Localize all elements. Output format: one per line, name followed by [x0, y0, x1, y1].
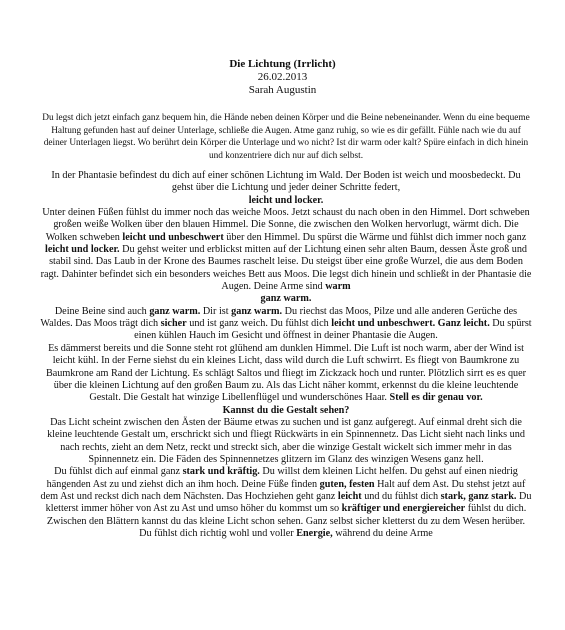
text: Du spürst einen kühlen Hauch im Gesicht und öffnest in deiner Phantasie die Augen.	[134, 318, 532, 342]
text: Dir ist	[200, 305, 232, 317]
emphasis: Kannst du die Gestalt sehen?	[222, 404, 350, 416]
text: fühlst du dich.	[465, 503, 527, 515]
text: Unter deinen Füßen fühlst du immer noch das weiche Moos. Jetzt schaust du nach oben in den Himmel. Dort schweben großen weiße Wolken über den blauen Himmel. Die Sonne, die zwischen den Wolken hervorlugt, wärmt dich. Die Wolken schweben	[42, 207, 530, 243]
text: Halt auf dem Ast. Du stehst jetzt auf dem Ast und reckst dich nach dem Nächsten. Das Hochziehen geht ganz	[40, 478, 526, 502]
document-author: Sarah Augustin	[248, 84, 317, 96]
text: Deine Beine sind auch	[54, 305, 150, 317]
document-header	[0, 58, 565, 97]
paragraph-5	[40, 417, 532, 466]
emphasis: warm	[325, 281, 351, 293]
emphasis: ganz warm.	[149, 305, 201, 317]
text: Zwischen den Blättern kannst du das kleine Licht schon sehen. Ganz selbst sicher kletterst du zu dem Wesen herüber. Du fühlst dich richtig wohl und voller	[46, 515, 526, 539]
text: Du kletterst immer höher von Ast zu Ast und umso höher du kommst um so	[45, 490, 532, 515]
emphasis: kräftiger und energiereicher	[341, 503, 466, 515]
paragraph-2	[40, 207, 532, 306]
text: In der Phantasie befindest du dich auf einer schönen Lichtung im Wald. Der Boden ist weich und moosbedeckt. Du gehst über die Lichtung und jeder deiner Schritte federt,	[51, 170, 521, 194]
emphasis: stark, ganz stark.	[440, 490, 517, 502]
emphasis: Stell es dir genau vor.	[389, 392, 483, 404]
paragraph-7	[40, 516, 532, 541]
paragraph-1	[40, 170, 532, 207]
document-date: 26.02.2013	[257, 71, 308, 83]
emphasis: leicht	[337, 490, 362, 502]
emphasis: leicht und unbeschwert. Ganz leicht.	[331, 318, 490, 330]
text: und du fühlst dich	[361, 490, 441, 502]
text: Du fühlst dich auf einmal ganz	[54, 466, 183, 478]
text: Du willst dem kleinen Licht helfen. Du gehst auf einen niedrig hängenden Ast zu und ziehst dich an ihm hoch. Deine Füße finden	[46, 466, 518, 490]
intro-paragraph: Du legst dich jetzt einfach ganz bequem hin, die Hände neben deinen Körper und die Beine nebeneinander. Wenn du eine bequeme Haltung gefunden hast auf deiner Unterlage, schließe die Augen. Atme ganz ruhig, so wie es dir gefällt. Fühle nach wie du auf deiner Unterlagen liegst. Wo berührt dein Körper die Unterlage und wo nicht? Ist dir warm oder kalt? Spüre einfach in dich hinein und konzentriere dich nur auf dich selbst.	[42, 113, 530, 161]
story-body	[40, 170, 532, 540]
emphasis: leicht und locker.	[248, 194, 324, 206]
paragraph-6	[40, 466, 532, 515]
emphasis: stark und kräftig.	[182, 466, 260, 478]
emphasis: sicher	[160, 318, 187, 330]
emphasis: guten, festen	[319, 478, 375, 490]
emphasis: Energie,	[296, 527, 333, 539]
text: Du riechst das Moos, Pilze und alle anderen Gerüche des Waldes. Das Moos trägt dich	[40, 305, 518, 330]
document-title: Die Lichtung (Irrlicht)	[229, 58, 336, 70]
emphasis: ganz warm.	[231, 305, 283, 317]
text: und ist ganz weich. Du fühlst dich	[186, 318, 332, 330]
text: während du deine Arme	[332, 527, 433, 539]
emphasis: ganz warm.	[260, 293, 312, 305]
emphasis: leicht und unbeschwert	[122, 231, 224, 243]
emphasis: leicht und locker.	[44, 244, 120, 256]
paragraph-3	[40, 306, 532, 343]
paragraph-4	[40, 343, 532, 417]
text: Das Licht scheint zwischen den Ästen der Bäume etwas zu suchen und ist ganz aufgeregt. Auf einmal dreht sich die kleine leuchtende Gestalt um, erschrickt sich und fliegt Rückwärts in ein Spinnennetz. Das Licht sieht nach links und nach rechts, zieht an dem Netz, reckt und streckt sich, aber die winzige Gestalt wickelt sich immer mehr in das Spinnennetz ein. Die Fäden des Spinnennetzes glitzern im Glanz des winzigen Wesens ganz hell.	[47, 416, 525, 465]
text: Es dämmerst bereits und die Sonne steht rot glühend am dunklen Himmel. Die Luft ist noch warm, aber der Wind ist leicht kühl. In der Ferne siehst du ein kleines Licht, dass wild durch die Luft schwirrt. Es fliegt von Baumkrone zu Baumkrone am Rand der Lichtung. Es schlägt Saltos und fliegt im Zickzack hoch und runter. Plötzlich sirrt es es quer über die kleinen Lichtung auf den großen Baum zu. Als das Licht näher kommt, erkennst du die kleine leuchtende Gestalt. Die Gestalt hat winzige Libellenflügel und wunderschönes Haar.	[45, 342, 527, 404]
text: über den Himmel. Du spürst die Wärme und fühlst dich immer noch ganz	[223, 231, 527, 243]
text: Du gehst weiter und erblickst mitten auf der Lichtung einen sehr alten Baum, dessen Äste groß und stabil sind. Das Laub in der Krone des Baumes raschelt leise. Du steigst über eine große Wurzel, die aus dem Boden ragt. Dahinter befindet sich ein besonders weiches Bett aus Moos. Die legst dich hinein und schließt in der Phantasie die Augen. Deine Arme sind	[40, 244, 532, 293]
